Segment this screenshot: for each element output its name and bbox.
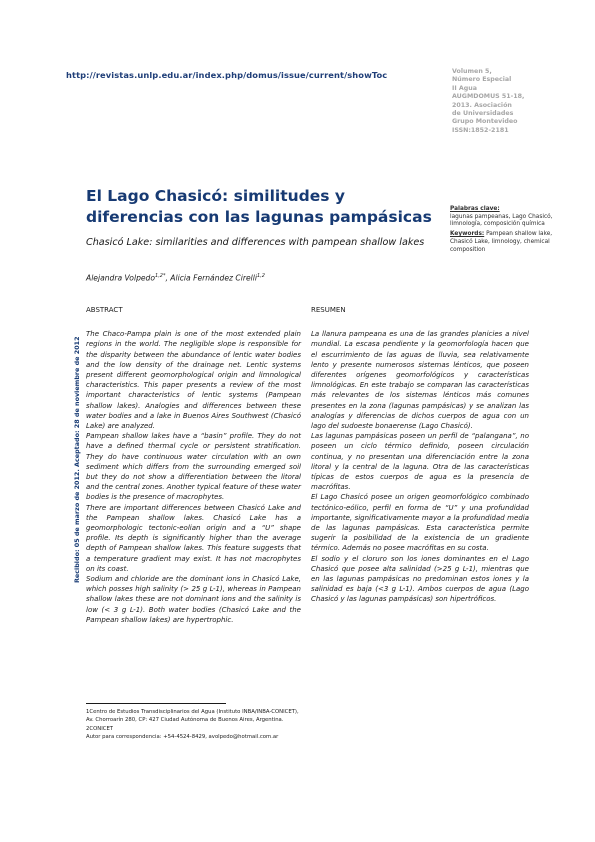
footnote-divider [86,703,226,704]
journal-info-line: Número Especial [452,76,512,84]
abstract-section [86,305,301,625]
author-line [86,273,446,283]
resumen-paragraph: La llanura pampeana es una de las grandes planicies a nivel mundial. La escasa pendiente y la geomorfología hacen que el escurrimiento de las aguas de lluvia, sea relativamente lento y presente numerosos sistemas lénticos, que poseen diferentes orígenes geomorfológicos y características limnológicas. En este trabajo se comparan las características más relevantes de los sistemas lénticos más comunes presentes en la zona (lagunas pampásicas) y se analizan las analogías y diferencias de dichos cuerpos de agua con un lago del sudoeste bonaerense (Lago Chasicó). [311,330,529,431]
keywords-en-heading: Keywords: [450,231,485,238]
resumen-paragraph: Las lagunas pampásicas poseen un perfil de “palangana”, no poseen un ciclo térmico definido, poseen circulación continua, y no presentan una diferenciación entre la zona litoral y la central de la laguna. Otra de las características típicas de estos cuerpos de agua es la presencia de macrófitas. [311,432,529,492]
journal-info-line: II Agua [452,84,477,92]
keywords-es-heading: Palabras clave: [450,206,500,212]
journal-info-line: 2013. Asociación [452,101,512,109]
journal-info-line: de Universidades [452,110,514,118]
resumen-heading: RESUMEN [311,306,346,314]
resumen-paragraph: El sodio y el cloruro son los iones dominantes en el Lago Chasicó que posee alta salinidad (>25 g L-1), mientras que en las lagunas pampásicas no predominan estos iones y la salinidad es baja (<3 g L-1). Ambos cuerpos de agua (Lago Chasicó y las lagunas pampásicas) son hipertróficos. [311,554,529,604]
author-affiliation-mark: 1,2 [256,273,265,279]
journal-info-line: AUGMDOMUS 51-18, [452,93,525,101]
keywords-box [450,206,563,254]
journal-url-link[interactable]: http://revistas.unlp.edu.ar/index.php/domus/issue/current/showToc [66,70,388,80]
received-accepted-dates: Recibido: 05 de marzo de 2012. Aceptado: 28 de noviembre de 2012 [73,336,81,583]
footnote-line: Autor para correspondencia: +54-4524-8429, avolpedo@hotmail.com.ar [86,734,279,741]
abstract-paragraph: There are important differences between Chasicó Lake and the Pampean shallow lakes. Chasicó Lake has a geomorphologic tectonic-eolian origin and a “U” shape profile. Its depth is significantly higher than the average depth of Pampean shallow lakes. This feature suggests that a temperature gradient may exist. It has not macrophytes on its coast. [86,503,301,573]
abstract-paragraph: Pampean shallow lakes have a “basin” profile. They do not have a defined thermal cycle or persistent stratification. They do have continuous water circulation with an own sediment which differs from the surrounding emerged soil but they do not show a differentiation between the litoral and the central zones. Another typical feature of these water bodies is the presence of macrophytes. [86,432,301,502]
abstract-paragraph: Sodium and chloride are the dominant ions in Chasicó Lake, which posses high salinity (> 25 g L-1), whereas in Pampean shallow lakes these are not dominant ions and the salinity is low (< 3 g L-1). Both water bodies (Chasicó Lake and the Pampean shallow lakes) are hypertrophic. [86,575,301,624]
footnotes [86,708,386,742]
journal-info-line: Volumen 5, [452,68,492,75]
abstract-paragraph: The Chaco-Pampa plain is one of the most extended plain regions in the world. The negligible slope is responsible for the disparity between the abundance of lentic water bodies and the low density of the drainage net. Lentic systems present different geomorphological origin and limnological characteristics. This paper presents a review of the most important characteristics of lentic systems (Pampean shallow lakes). Analogies and differences between these water bodies and a lake in Buenos Aires Southwest (Chasicó Lake) are analyzed. [86,330,301,431]
author-name: Alejandra Volpedo [86,273,156,283]
journal-info-line: Grupo Montevideo [452,118,518,126]
keywords-es-text: lagunas pampeanas, Lago Chasicó, limnología, composición química [450,213,553,228]
resumen-paragraph: El Lago Chasicó posee un origen geomorfológico combinado tectónico-eólico, perfil en forma de “U” y una profundidad importante, significativamente mayor a la profundidad media de las lagunas pampásicas. Esta característica permite sugerir la posibilidad de la existencia de un gradiente térmico. Además no posee macrófitas en su costa. [311,493,529,553]
author-affiliation-mark: 1,2* [155,273,166,279]
author-name: , Alicia Fernández Cirelli [165,273,257,283]
footnote-line: 2CONICET [86,725,114,732]
footnote-line: Av. Chorroarín 280, CP: 427 Ciudad Autónoma de Buenos Aires, Argentina. [86,717,284,724]
journal-info-line: ISSN:1852-2181 [452,126,509,134]
keywords-en-text: Pampean shallow lake, Chasicó Lake, limnology, chemical composition [450,231,553,253]
article-title: El Lago Chasicó: similitudes y diferencias con las lagunas pampásicas [86,187,432,226]
journal-info [452,68,572,135]
resumen-section [311,305,529,605]
article-subtitle: Chasicó Lake: similarities and differences with pampean shallow lakes [86,237,425,248]
abstract-heading: ABSTRACT [86,306,123,314]
footnote-line: 1Centro de Estudios Transdisciplinarios del Agua (Instituto INBA/INBA-CONICET), [86,709,299,715]
